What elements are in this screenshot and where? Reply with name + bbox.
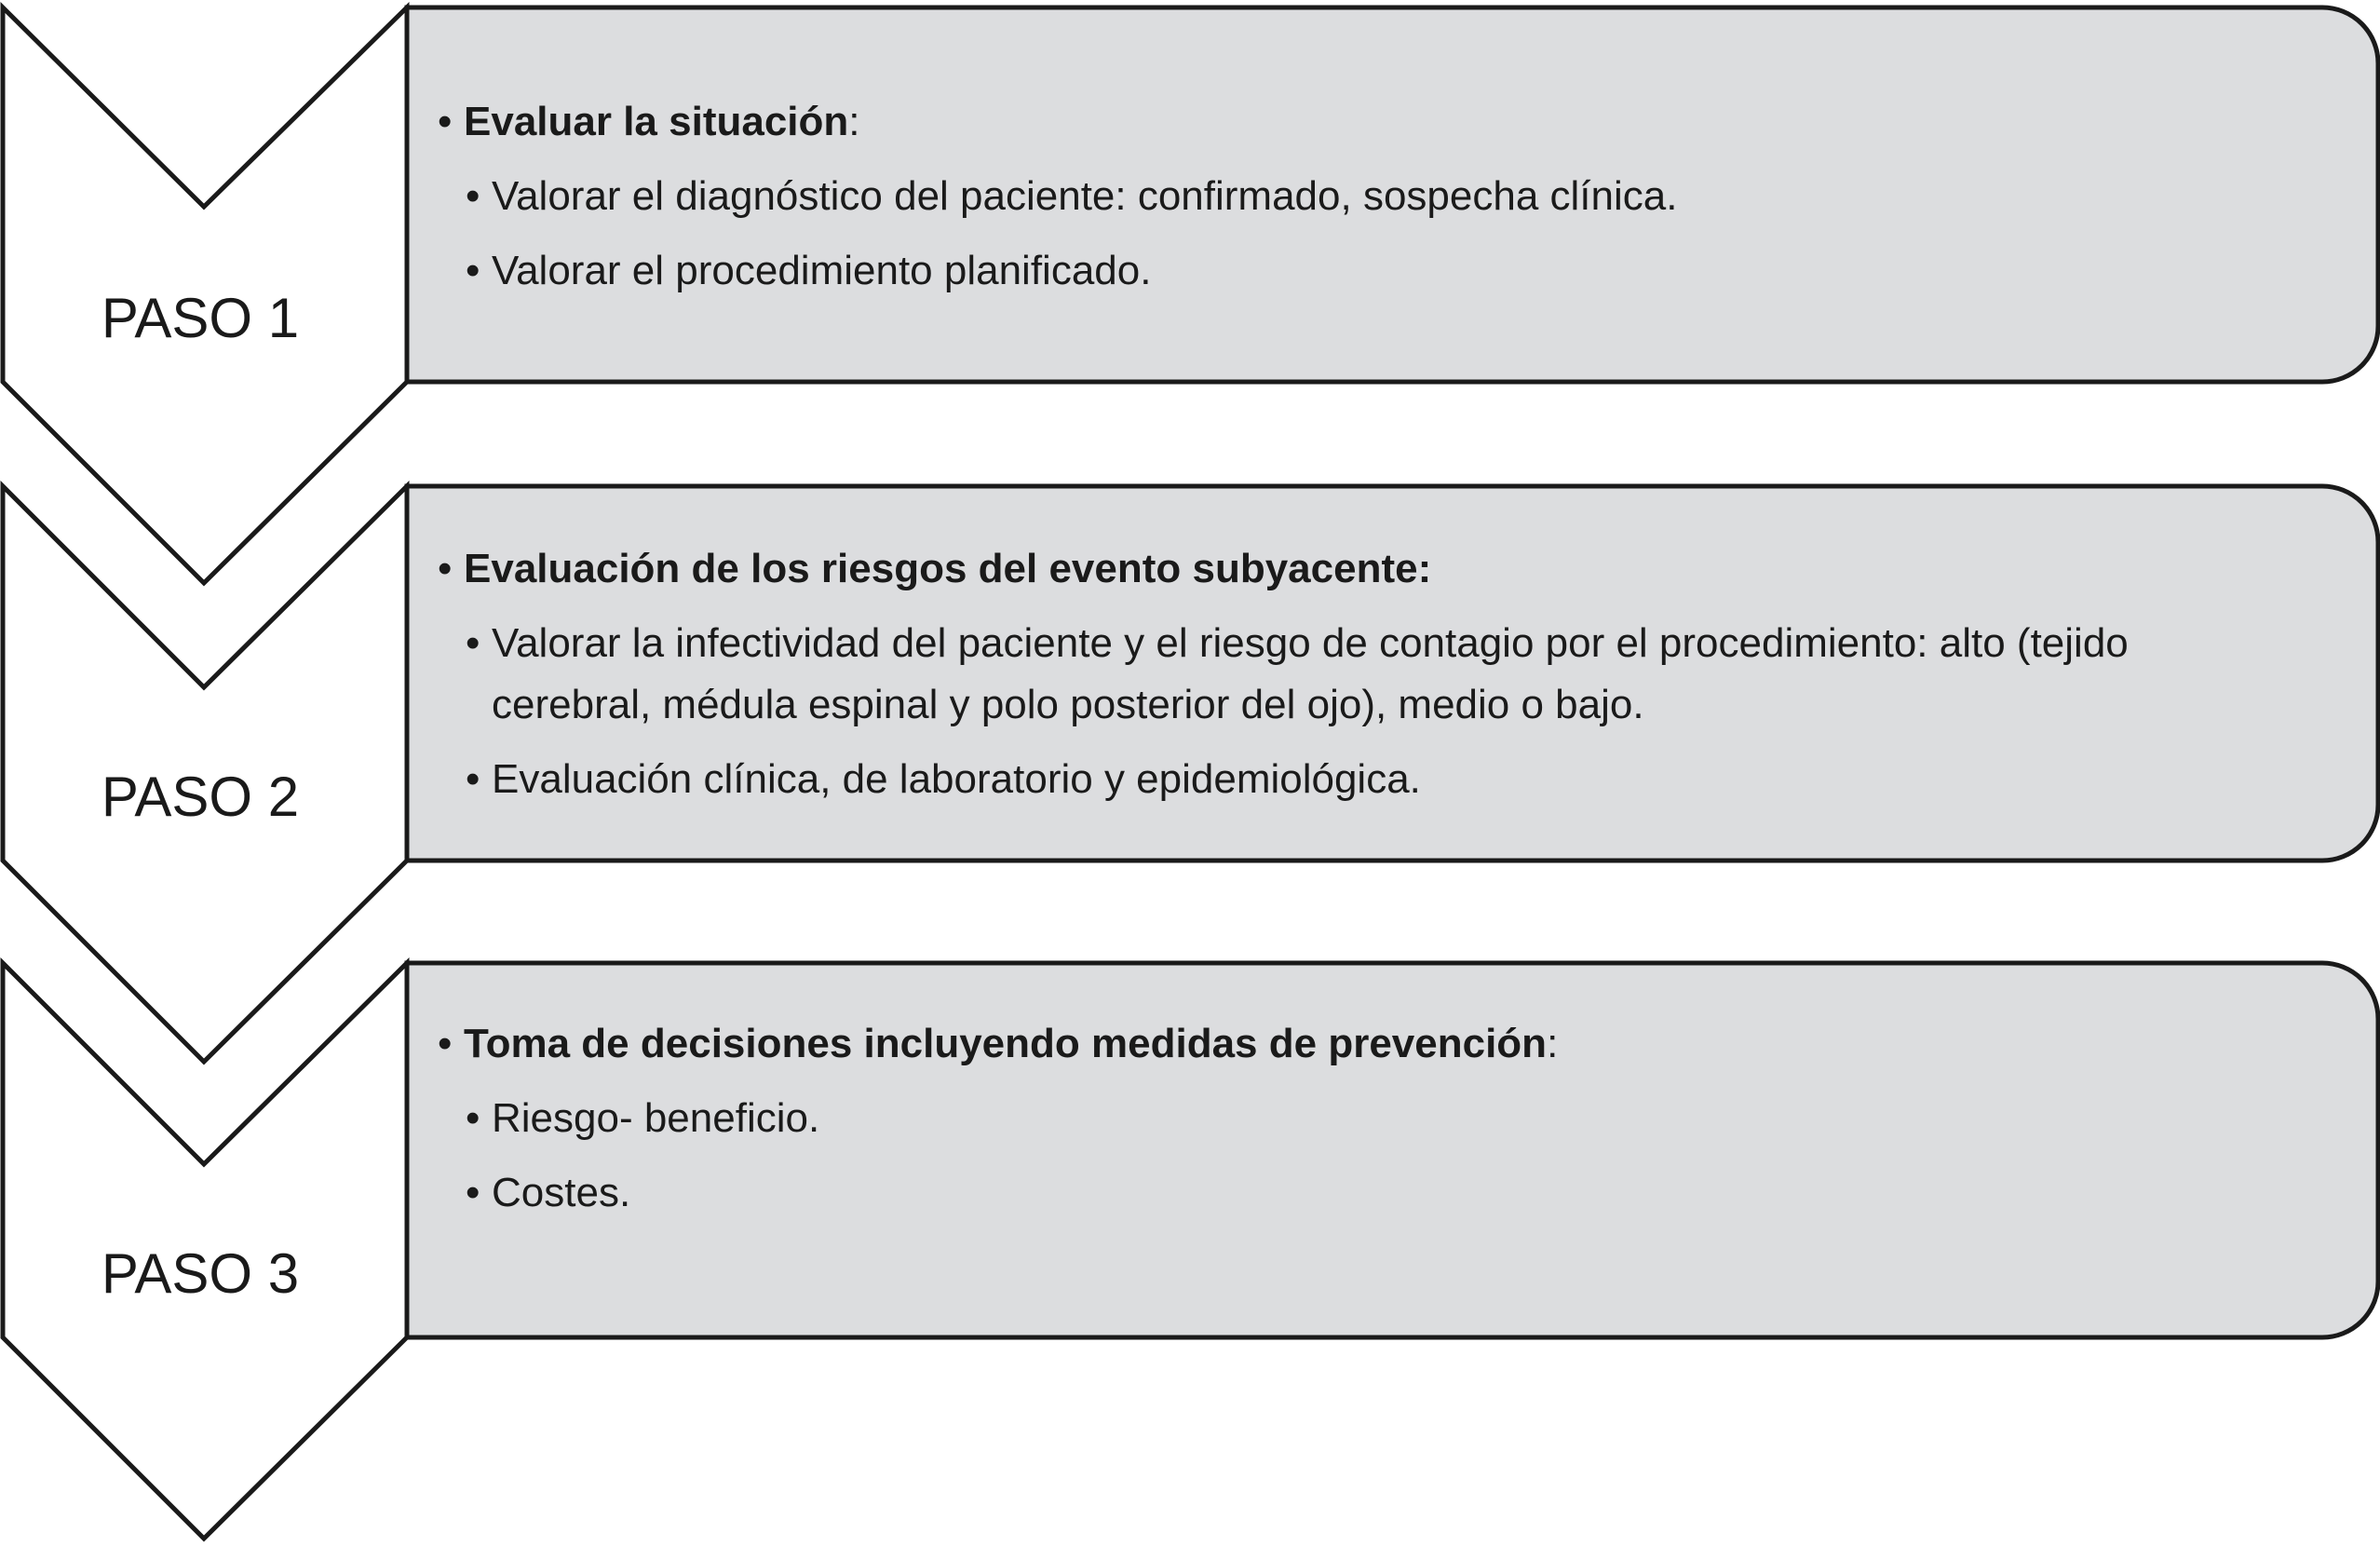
step-2-label: PASO 2 (101, 766, 300, 828)
list-item-text: Riesgo- beneficio. (492, 1095, 820, 1141)
bullet-icon: • (438, 546, 453, 591)
step-1-title-suffix: : (848, 99, 860, 144)
step-3-label: PASO 3 (101, 1242, 300, 1305)
step-1-title: Evaluar la situación (464, 99, 849, 144)
bullet-icon: • (466, 1170, 480, 1215)
list-item-text: Valorar el procedimiento planificado. (492, 248, 1152, 293)
step-1-heading (438, 91, 2337, 153)
list-item (466, 1088, 2337, 1149)
list-item-text: Evaluación clínica, de laboratorio y epidemiológica. (492, 756, 1421, 802)
bullet-icon: • (438, 1021, 453, 1066)
list-item-text: Costes. (492, 1170, 631, 1215)
step-1-label: PASO 1 (101, 287, 300, 349)
list-item (466, 166, 2337, 227)
step-3-item-list (438, 1088, 2337, 1224)
step-3-heading (438, 1013, 2337, 1075)
list-item (466, 1162, 2337, 1224)
step-3-content (438, 1013, 2337, 1237)
list-item (466, 613, 2337, 736)
bullet-icon: • (466, 1095, 480, 1141)
bullet-icon: • (466, 173, 480, 219)
list-item-text: Valorar la infectividad del paciente y el riesgo de contagio por el procedimiento: alto (tejido cerebral, médula espinal y polo posterior del ojo), medio o bajo. (492, 620, 2129, 727)
bullet-icon: • (438, 99, 453, 144)
list-item-text: Valorar el diagnóstico del paciente: confirmado, sospecha clínica. (492, 173, 1678, 219)
step-2-item-list (438, 613, 2337, 810)
step-2-title: Evaluación de los riesgos del evento subyacente: (464, 546, 1432, 591)
step-1-item-list (438, 166, 2337, 302)
step-2-content (438, 538, 2337, 823)
step-3-title-suffix: : (1547, 1021, 1559, 1066)
step-1-content (438, 91, 2337, 315)
bullet-icon: • (466, 620, 480, 666)
bullet-icon: • (466, 248, 480, 293)
step-2-heading (438, 538, 2337, 600)
step-3-title: Toma de decisiones incluyendo medidas de prevención (464, 1021, 1548, 1066)
bullet-icon: • (466, 756, 480, 802)
list-item (466, 240, 2337, 302)
list-item (466, 749, 2337, 810)
